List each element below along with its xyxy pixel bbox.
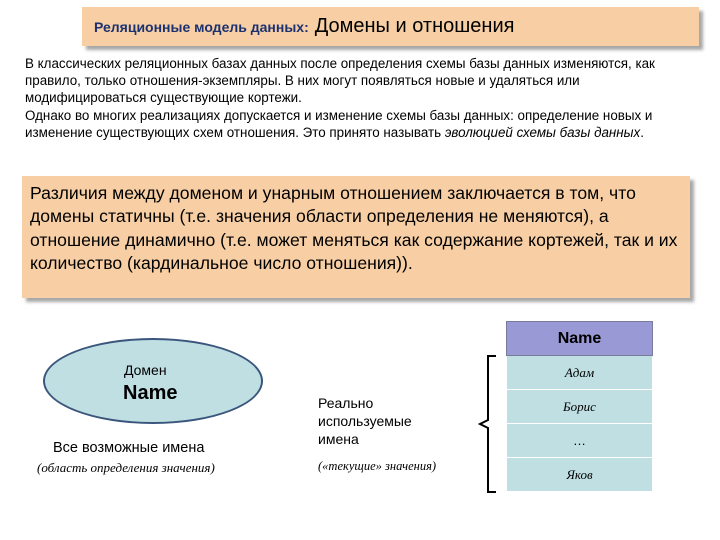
used-line-3: имена [318,431,359,447]
paragraph-part2 [25,107,695,141]
used-names-caption [318,394,412,448]
slide-title [94,15,514,38]
paragraph-part2-end: . [640,124,644,140]
intro-paragraph [25,55,695,141]
domain-ellipse [43,338,263,424]
title-bar [82,7,699,46]
paragraph-part2-text: Однако во многих реализациях допускается и изменение схемы базы данных: определение новых и изменение существующих схем отношения. Это принято называть [25,107,653,140]
all-names-subcaption: (область определения значения) [37,460,215,475]
paragraph-part1: В классических реляционных базах данных после определения схемы базы данных изменяются, как правило, только отношения-экземпляры. В них могут появляться новые и удаляться или модифицироваться существующие кортежи. [25,56,655,106]
table-row [507,390,653,424]
title-main: Домены и отношения [314,15,515,37]
domain-name: Name [123,382,178,404]
used-line-1: Реально [318,395,374,411]
table-cell: Борис [507,390,653,424]
table-cell: … [507,424,653,458]
table-header-row [507,322,653,356]
highlight-box [22,176,690,298]
table-cell: Яков [507,458,653,492]
highlight-text: Различия между доменом и унарным отношением заключается в том, что домены статичны (т.е. значения области определения не меняются), а отношение динамично (т.е. может меняться как содержание кортежей, так и их количество (кардинальное число отношения)). [30,183,678,274]
all-names-caption: Все возможные имена [53,440,205,456]
used-line-2: используемые [318,413,412,429]
paragraph-part2-emphasis: эволюцией схемы базы данных [444,124,641,140]
table-header-cell: Name [507,322,653,356]
used-names-subcaption: («текущие» значения) [318,459,437,473]
table-row [507,424,653,458]
table-row [507,356,653,390]
table-row [507,458,653,492]
table-cell: Адам [507,356,653,390]
domain-label: Домен [124,362,167,378]
title-prefix: Реляционные модель данных: [94,19,309,35]
name-relation-table [506,321,653,492]
curly-brace-icon [476,354,500,494]
